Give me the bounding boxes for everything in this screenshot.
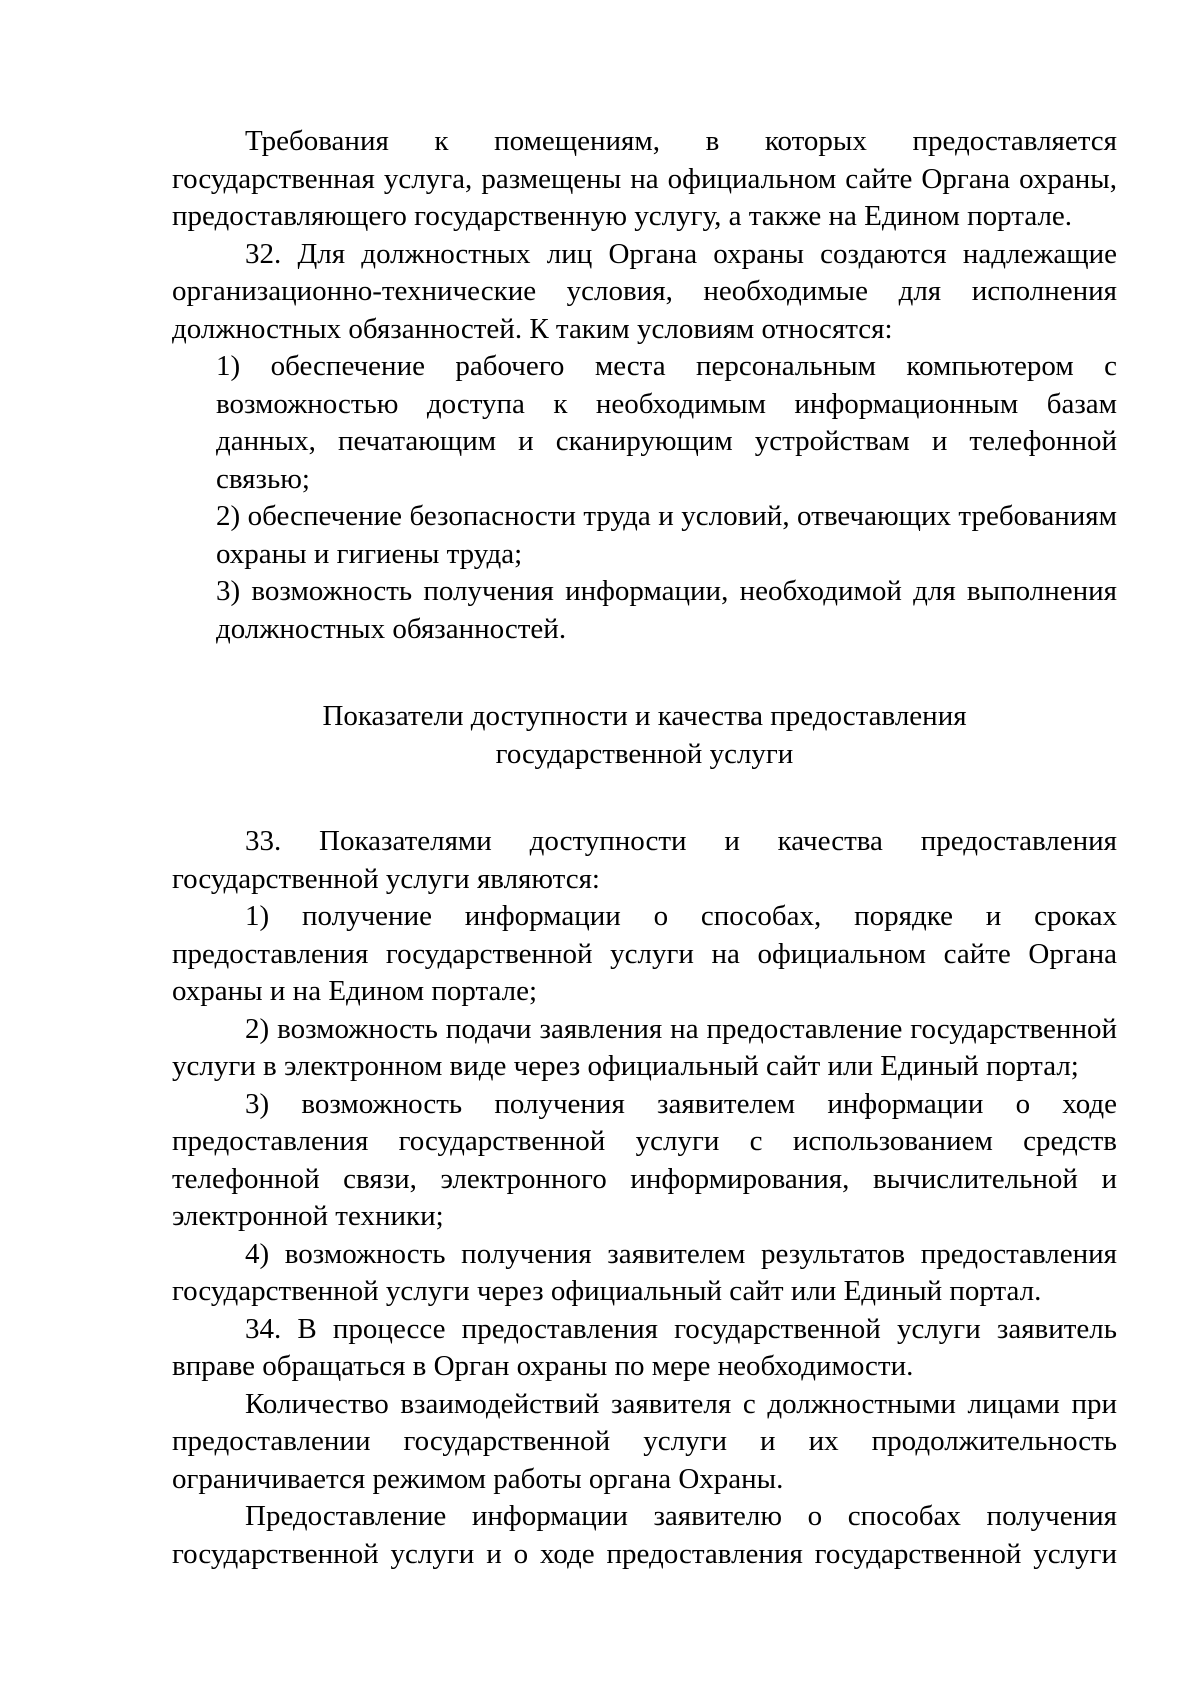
- paragraph-premises-requirements: Требования к помещениям, в которых предоставляется государственная услуга, размещены на официальном сайте Органа охраны, предоставляющего государственную услугу, а также на Едином портале.: [172, 125, 1117, 232]
- paragraph-33-item-1: 1) получение информации о способах, порядке и сроках предоставления государственной услуги на официальном сайте Органа охраны и на Едином портале;: [172, 900, 1117, 1007]
- paragraph-33-item-3: 3) возможность получения заявителем информации о ходе предоставления государственной услуги с использованием средств телефонной связи, электронного информирования, вычислительной и электронной техники;: [172, 1087, 1117, 1232]
- paragraph-32: 32. Для должностных лиц Органа охраны создаются надлежащие организационно-технические условия, необходимые для исполнения должностных обязанностей. К таким условиям относятся:: [172, 237, 1117, 345]
- spacer: [172, 773, 1117, 823]
- paragraph-information-provision: Предоставление информации заявителю о способах получения государственной услуги и о ходе предоставления государственной услуги: [172, 1500, 1117, 1570]
- paragraph-33-item-4: 4) возможность получения заявителем результатов предоставления государственной услуги через официальный сайт или Единый портал.: [172, 1237, 1117, 1307]
- paragraph-interactions-count: Количество взаимодействий заявителя с должностными лицами при предоставлении государственной услуги и их продолжительность ограничивается режимом работы органа Охраны.: [172, 1387, 1117, 1495]
- list-item-information: 3) возможность получения информации, необходимой для выполнения должностных обязанностей.: [216, 575, 1117, 645]
- list-item-safety: 2) обеспечение безопасности труда и условий, отвечающих требованиям охраны и гигиены труда;: [216, 500, 1117, 570]
- section-heading-line-1: Показатели доступности и качества предоставления: [322, 700, 967, 732]
- spacer: [172, 648, 1117, 698]
- section-heading-line-2: государственной услуги: [495, 737, 794, 770]
- paragraph-34: 34. В процессе предоставления государственной услуги заявитель вправе обращаться в Орган охраны по мере необходимости.: [172, 1312, 1117, 1382]
- paragraph-33: 33. Показателями доступности и качества предоставления государственной услуги являются:: [172, 825, 1117, 895]
- paragraph-33-item-2: 2) возможность подачи заявления на предоставление государственной услуги в электронном виде через официальный сайт или Единый портал;: [172, 1012, 1117, 1082]
- list-item-workplace: 1) обеспечение рабочего места персональным компьютером с возможностью доступа к необходимым информационным базам данных, печатающим и сканирующим устройствам и телефонной связью;: [216, 350, 1117, 495]
- document-body: [172, 123, 1117, 1573]
